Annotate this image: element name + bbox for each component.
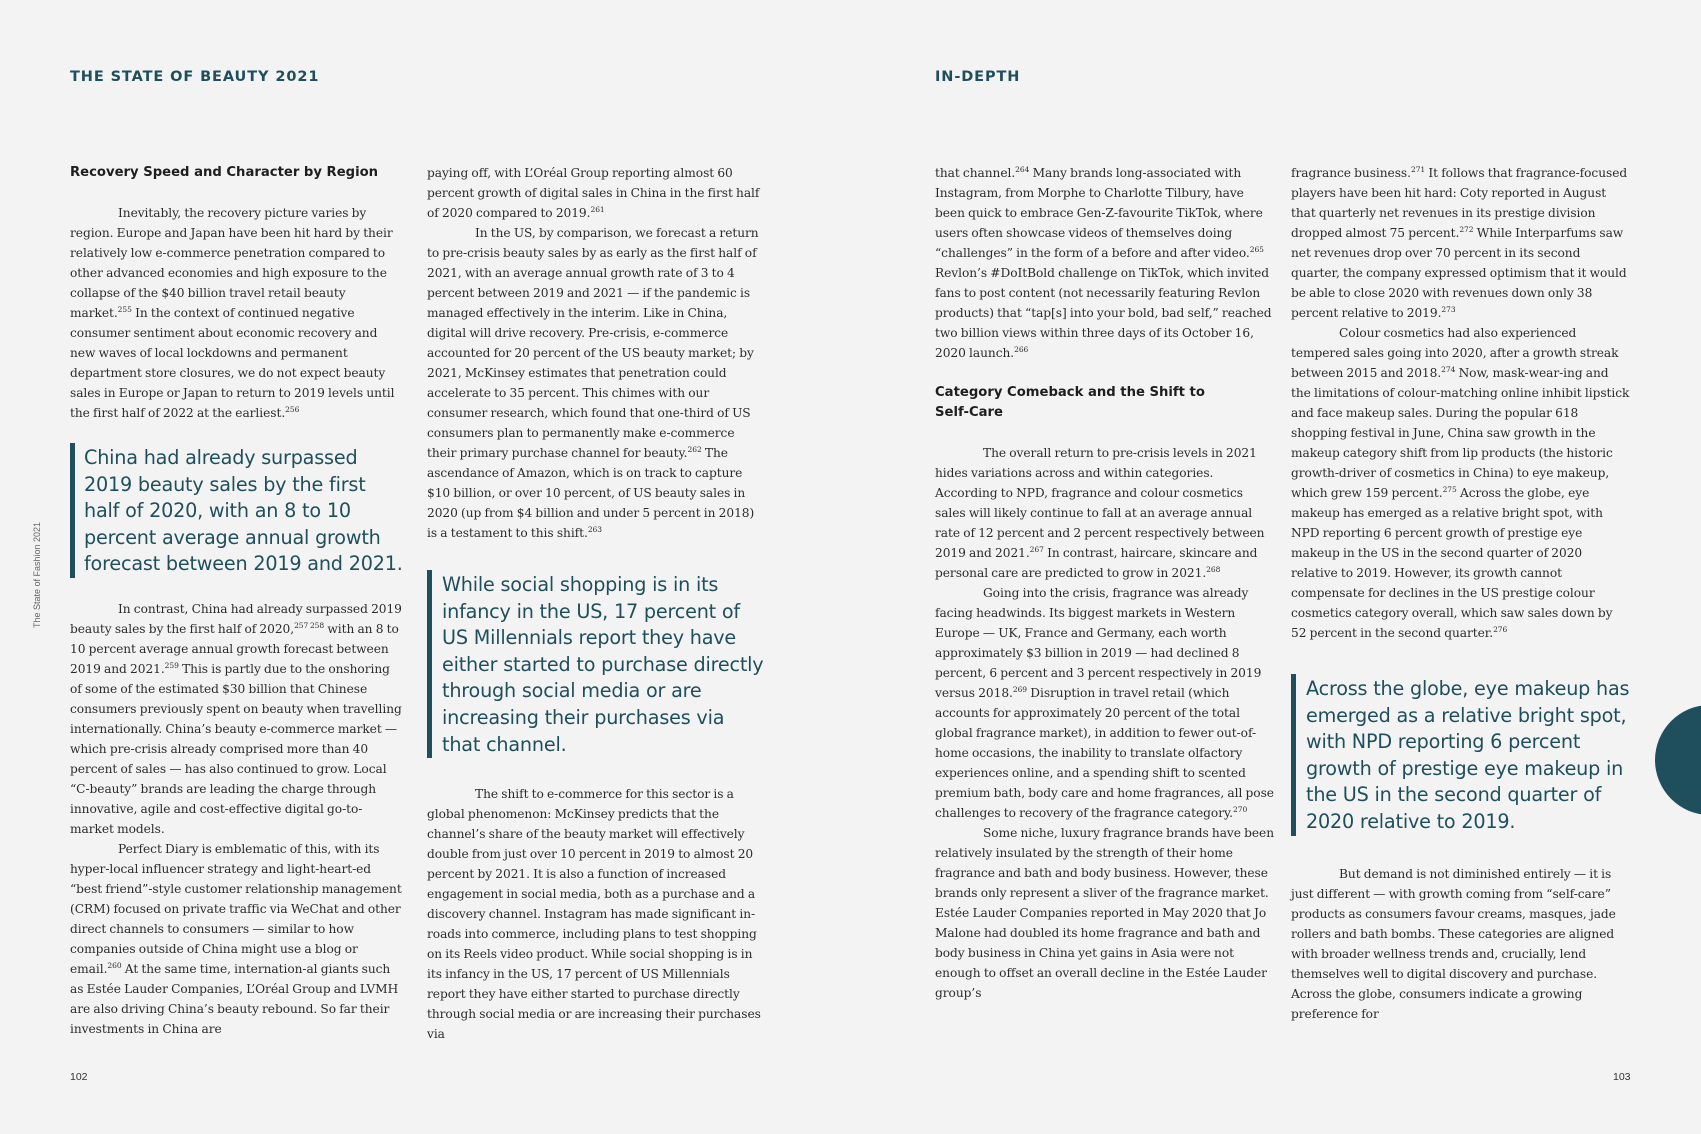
body-paragraph: paying off, with L’Oréal Group reporting almost 60 percent growth of digital sales in China in the first half of 2020 compared to 2019.$^{261}$	[427, 166, 760, 220]
page-number-left: 102	[70, 1071, 88, 1083]
footnote-ref: 263	[587, 524, 602, 534]
body-paragraph: In contrast, China had already surpassed 2019 beauty sales by the first half of 2020,$^{257 258}$ with an 8 to 10 percent average annual growth forecast between 2019 and 2021.$^{259}$ This is partly due to the onshoring of some of the estimated $30 billion that Chinese consumers previously spent on beauty when travelling internationally. China’s beauty e-commerce market — which pre-crisis already comprised more than 40 percent of sales — has also continued to grow. Local “C-beauty” brands are leading the charge through innovative, agile and cost-effective digital go-to-market models.	[70, 601, 402, 836]
footnote-ref: 272	[1459, 224, 1474, 234]
body-paragraph: fragrance business.$^{271}$ It follows that fragrance-focused players have been hit hard: Coty reported in August that quarterly net revenues in its prestige division dropped almost 75 percent.$^{272}$ While Interparfums saw net revenues drop over 70 percent in its second quarter, the company expressed optimism that it would be able to close 2020 with revenues down only 38 percent relative to 2019.$^{273}$	[1291, 164, 1628, 320]
footnote-ref: 274	[1441, 364, 1456, 374]
footnote-ref: 269	[1012, 684, 1028, 694]
footnote-ref: 270	[1233, 804, 1248, 814]
body-paragraph: Going into the crisis, fragrance was already facing headwinds. Its biggest markets in Western Europe — UK, France and Germany, each worth approximately $3 billion in 2019 — had declined 8 percent, 6 percent and 3 percent respectively in 2019 versus 2018.$^{269}$ Disruption in travel retail (which accounts for approximately 20 percent of the total global fragrance market), in addition to fewer out-of-home occasions, the inability to translate olfactory experiences online, and a spending shift to scented premium bath, body care and home fragrances, all pose challenges to recovery of the fragrance category.$^{270}$	[935, 586, 1274, 820]
column-2	[427, 163, 766, 1044]
running-head-right: IN-DEPTH	[935, 69, 1021, 85]
footnote-ref: 262	[687, 444, 702, 454]
decorative-circle	[1655, 705, 1701, 815]
column-4	[1291, 163, 1631, 1024]
column-3	[935, 163, 1274, 1003]
footnote-ref: 267	[1029, 544, 1044, 554]
pull-quote: China had already surpassed 2019 beauty sales by the first half of 2020, with an 8 to 10 percent average annual growth forecast between 2019 and 2021.	[70, 443, 403, 578]
body-paragraph: The overall return to pre-crisis levels in 2021 hides variations across and within categories. According to NPD, fragrance and colour cosmetics sales will likely continue to fall at an average annual rate of 12 percent and 2 percent respectively between 2019 and 2021.$^{267}$ In contrast, haircare, skincare and personal care are predicted to grow in 2021.$^{268}$	[935, 446, 1265, 580]
footnote-ref: 261	[590, 204, 605, 214]
section-heading: Recovery Speed and Character by Region	[70, 165, 379, 180]
pull-quote: While social shopping is in its infancy in the US, 17 percent of US Millennials report they have either started to purchase directly through social media or are increasing their purchases via that channel.	[427, 570, 766, 758]
body-paragraph: Perfect Diary is emblematic of this, with its hyper-local influencer strategy and light-heart-ed “best friend”-style customer relationship management (CRM) focused on private traffic via WeChat and other direct channels to consumers — similar to how companies outside of China might use a blog or email.$^{260}$ At the same time, internation-al giants such as Estée Lauder Companies, L’Oréal Group and LVMH are also driving China’s beauty rebound. So far their investments in China are	[70, 841, 402, 1036]
body-paragraph: In the US, by comparison, we forecast a return to pre-crisis beauty sales by as early as the first half of 2021, with an average annual growth rate of 3 to 4 percent between 2019 and 2021 — if the pandemic is managed effectively in the interim. Like in China, digital will drive recovery. Pre-crisis, e-commerce accounted for 20 percent of the US beauty market; by 2021, McKinsey estimates that penetration could accelerate to 35 percent. This chimes with our consumer research, which found that one-third of US consumers plan to permanently make e-commerce their primary purchase channel for beauty.$^{262}$ The ascendance of Amazon, which is on track to capture $10 billion, or over 10 percent, of US beauty sales in 2020 (up from $4 billion and under 5 percent in 2018) is a testament to this shift.$^{263}$	[427, 226, 759, 540]
body-paragraph: Inevitably, the recovery picture varies by region. Europe and Japan have been hit hard by their relatively low e-commerce penetration compared to other advanced economies and high exposure to the collapse of the $40 billion travel retail beauty market.$^{255}$ In the context of continued negative consumer sentiment about economic recovery and new waves of local lockdowns and permanent department store closures, we do not expect beauty sales in Europe or Japan to return to 2019 levels until the first half of 2022 at the earliest.$^{256}$	[70, 206, 395, 420]
column-1	[70, 163, 403, 1039]
footnote-ref: 268	[1206, 564, 1221, 574]
body-paragraph: But demand is not diminished entirely — it is just different — with growth coming from “self-care” products as consumers favour creams, masques, jade rollers and bath bombs. These categories are aligned with broader wellness trends and, crucially, lend themselves well to digital discovery and purchase. Across the globe, consumers indicate a growing preference for	[1291, 866, 1616, 1021]
footnote-ref: 275	[1442, 484, 1457, 494]
footnote-ref: 259	[164, 660, 179, 670]
body-paragraph: Colour cosmetics had also experienced tempered sales going into 2020, after a growth streak between 2015 and 2018.$^{274}$ Now, mask-wear-ing and the limitations of colour-matching online inhibit lipstick and face makeup sales. During the popular 618 shopping festival in June, China saw growth in the makeup category shift from lip products (the historic growth-driver of cosmetics in China) to eye makeup, which grew 159 percent.$^{275}$ Across the globe, eye makeup has emerged as a relative bright spot, with NPD reporting 6 percent growth of prestige eye makeup in the US in the second quarter of 2020 relative to 2019. However, its growth cannot compensate for declines in the US prestige colour cosmetics category overall, which saw sales down by 52 percent in the second quarter.$^{276}$	[1291, 326, 1630, 640]
footnote-ref: 265	[1249, 244, 1264, 254]
body-paragraph: that channel.$^{264}$ Many brands long-associated with Instagram, from Morphe to Charlotte Tilbury, have been quick to embrace Gen-Z-favourite TikTok, where users often showcase videos of themselves doing “challenges” in the form of a before and after video.$^{265}$ Revlon’s #DoItBold challenge on TikTok, which invited fans to post content (not necessarily featuring Revlon products) that “tap[s] into your bold, bad self,” reached two billion views within three days of its October 16, 2020 launch.$^{266}$	[935, 164, 1272, 360]
body-paragraph: The shift to e-commerce for this sector is a global phenomenon: McKinsey predicts that the channel’s share of the beauty market will effectively double from just over 10 percent in 2019 to almost 20 percent by 2021. It is also a function of increased engagement in social media, both as a purchase and a discovery channel. Instagram has made significant in-roads into commerce, including plans to test shopping on its Reels video product. While social shopping is in its infancy in the US, 17 percent of US Millennials report they have either started to purchase directly through social media or are increasing their purchases via	[427, 787, 761, 1042]
footnote-ref: 255	[117, 304, 132, 314]
footnote-ref: 256	[285, 404, 300, 414]
section-heading: Category Comeback and the Shift to Self-Care	[935, 385, 1205, 420]
running-head-left: THE STATE OF BEAUTY 2021	[70, 69, 320, 85]
footnote-ref: 266	[1014, 344, 1029, 354]
footnote-ref: 257 258	[294, 620, 325, 630]
page-number-right: 103	[1613, 1071, 1631, 1083]
footnote-ref: 271	[1410, 164, 1426, 174]
footnote-ref: 276	[1493, 624, 1508, 634]
footnote-ref: 260	[107, 960, 122, 970]
footnote-ref: 264	[1015, 164, 1030, 174]
pull-quote: Across the globe, eye makeup has emerged as a relative bright spot, with NPD reporting 6 percent growth of prestige eye makeup in the US in the second quarter of 2020 relative to 2019.	[1291, 674, 1646, 836]
footnote-ref: 273	[1441, 304, 1456, 314]
body-paragraph: Some niche, luxury fragrance brands have been relatively insulated by the strength of their home fragrance and bath and body business. However, these brands only represent a sliver of the fragrance market. Estée Lauder Companies reported in May 2020 that Jo Malone had doubled its home fragrance and bath and body business in China yet gains in Asia were not enough to offset an overall decline in the Estée Lauder group’s	[935, 826, 1275, 1000]
side-label: The State of Fashion 2021	[32, 521, 42, 629]
